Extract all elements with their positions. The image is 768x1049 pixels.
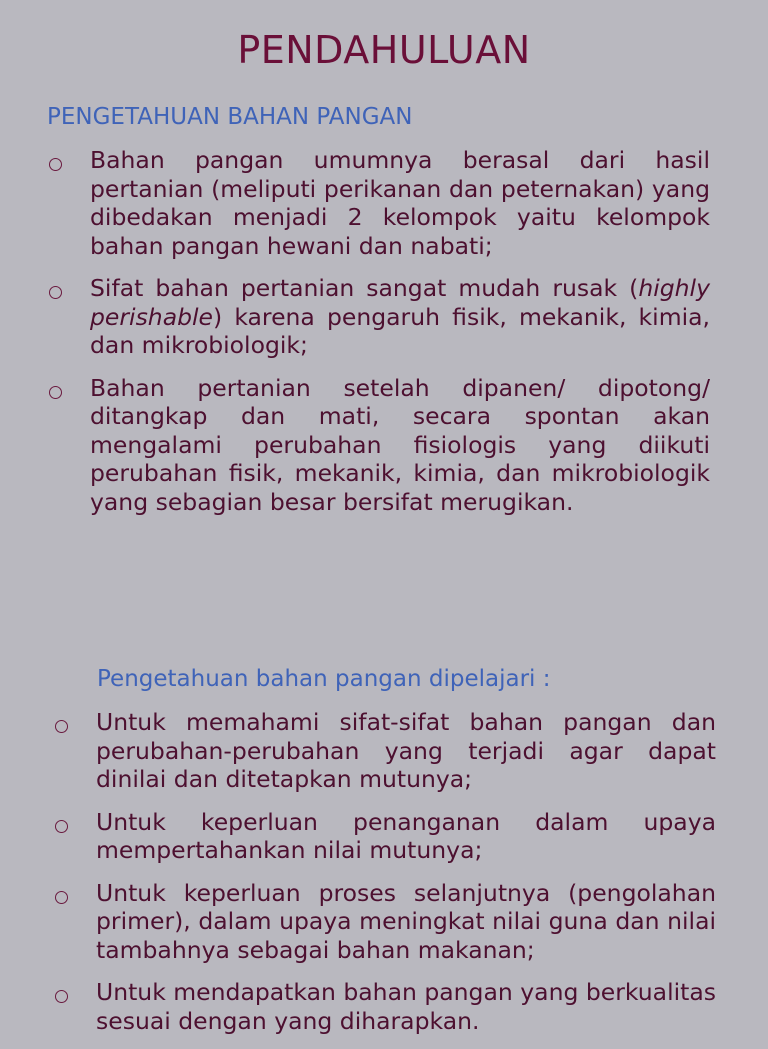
circle-bullet-icon	[49, 286, 62, 299]
list-item-text: Untuk mendapatkan bahan pangan yang berkualitas sesuai dengan yang diharapkan.	[96, 978, 716, 1035]
list-item-text: Bahan pertanian setelah dipanen/ dipotong/ ditangkap dan mati, secara spontan akan mengalami perubahan fisiologis yang diikuti perubahan fisik, mekanik, kimia, dan mikrobiologik yang sebagian besar bersifat merugikan.	[90, 373, 710, 516]
list-item-text: Untuk memahami sifat-sifat bahan pangan dan perubahan-perubahan yang terjadi agar dapat dinilai dan ditetapkan mutunya;	[96, 708, 716, 793]
list-item-text: Bahan pangan umumnya berasal dari hasil pertanian (meliputi perikanan dan peternakan) yang dibedakan menjadi 2 kelompok yaitu kelompok bahan pangan hewani dan nabati;	[90, 146, 710, 260]
list-item	[44, 146, 710, 260]
list-item-text: Untuk keperluan penanganan dalam upaya mempertahankan nilai mutunya;	[96, 807, 716, 864]
page-title: PENDAHULUAN	[237, 28, 531, 72]
circle-bullet-icon	[55, 820, 68, 833]
circle-bullet-icon	[49, 386, 62, 399]
circle-bullet-icon	[55, 720, 68, 733]
circle-bullet-icon	[55, 891, 68, 904]
list-item-text-post: ) karena pengaruh fisik, mekanik, kimia, dan mikrobiologik;	[90, 302, 710, 359]
list-item	[50, 808, 716, 865]
section-heading-bahan-pangan: PENGETAHUAN BAHAN PANGAN	[47, 104, 413, 130]
circle-bullet-icon	[55, 990, 68, 1003]
list-item-text: Untuk keperluan proses selanjutnya (pengolahan primer), dalam upaya meningkat nilai guna dan nilai tambahnya sebagai bahan makanan;	[96, 878, 716, 964]
list-item	[50, 879, 716, 965]
list-item-text-italic: highly perishable	[90, 274, 710, 331]
bahan-pangan-list	[44, 146, 710, 530]
section-heading-dipelajari: Pengetahuan bahan pangan dipelajari :	[97, 666, 551, 692]
list-item-text	[90, 274, 710, 360]
list-item	[50, 708, 716, 794]
list-item-text-pre: Sifat bahan pertanian sangat mudah rusak (	[90, 274, 639, 302]
dipelajari-list	[50, 708, 716, 1049]
list-item	[50, 978, 716, 1035]
circle-bullet-icon	[49, 158, 62, 171]
list-item	[44, 374, 710, 517]
list-item	[44, 274, 710, 360]
